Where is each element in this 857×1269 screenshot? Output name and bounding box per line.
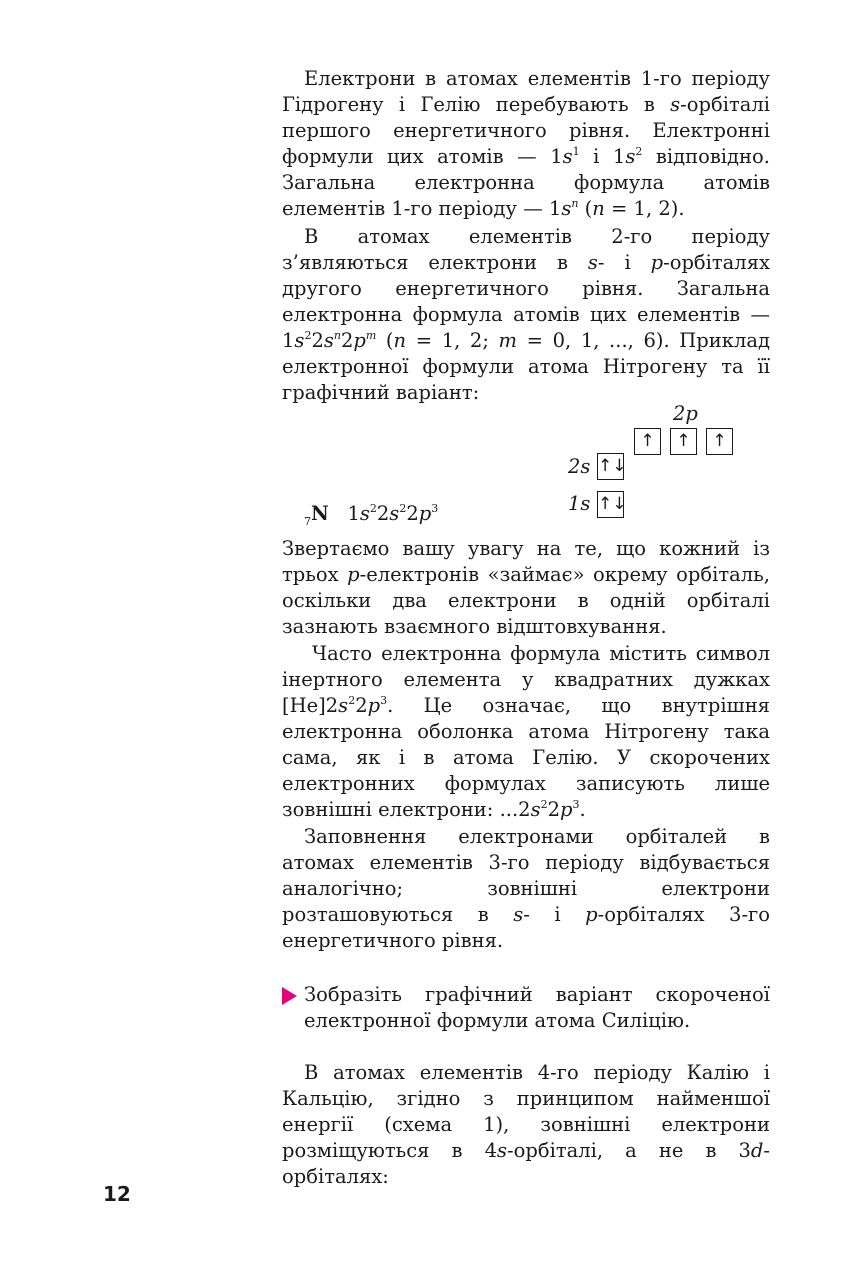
text-run: 2 <box>311 329 324 352</box>
text-run: -електронів «займає» окрему орбіталь, оскільки два електрони в одній орбіталі зазнають взаємного відштовхування. <box>282 563 770 638</box>
text-run: p <box>347 563 360 586</box>
text-run: Часто електронна формула містить символ інертного елемента у квадратних дужках [He]2 <box>282 642 770 717</box>
paragraph-period-3 <box>282 824 770 954</box>
nitrogen-formula <box>304 501 439 528</box>
text-run: 7 <box>304 514 311 528</box>
text-run: = 0, 1, ..., 6). Приклад електронної формули атома Нітрогену та її графічний варіант: <box>282 329 770 404</box>
text-run: s <box>497 1139 508 1162</box>
text-run: 3 <box>572 797 580 811</box>
text-run: s <box>562 145 573 168</box>
text-run: s <box>294 329 305 352</box>
text-run: -орбіталях другого енергетичного рівня. Загальна електронна формула атомів цих елементів — 1 <box>282 251 770 352</box>
orbital-cell-2p-2: ↑ <box>670 428 697 455</box>
text-run: В атомах елементів 4-го періоду Калію і Кальцію, згідно з принципом найменшої енергії (схема 1), зовнішні електрони розміщуються в 4 <box>282 1061 770 1162</box>
text-run: - і <box>523 903 586 926</box>
label-1s: 1s <box>568 492 591 515</box>
text-run: p <box>418 502 432 525</box>
text-run: p <box>650 251 664 274</box>
text-run: m <box>365 328 377 342</box>
orbital-cell-2s: ↑↓ <box>597 453 624 480</box>
text-run: ( <box>578 197 593 220</box>
text-run: 2 <box>635 144 643 158</box>
text-run: n <box>592 197 605 220</box>
text-run: 2 <box>340 329 354 352</box>
text-run: 2 <box>547 798 561 821</box>
text-run: n <box>571 196 579 210</box>
text-run: 2 <box>355 694 368 717</box>
text-run: N <box>311 502 329 525</box>
text-run: s <box>561 197 572 220</box>
orbital-cell-2p-3: ↑ <box>706 428 733 455</box>
task-text: Зобразіть графічний варіант скороченої електронної формули атома Силіцію. <box>304 983 770 1032</box>
text-run: s <box>513 903 524 926</box>
text-run: n <box>333 328 341 342</box>
text-run: n <box>393 329 407 352</box>
text-run: s <box>530 798 541 821</box>
text-run: 2 <box>376 502 390 525</box>
text-run: відповідно. Загальна електронна формула атомів елементів 1-го періоду — 1 <box>282 145 770 220</box>
orbital-cell-1s: ↑↓ <box>597 491 624 518</box>
label-2s: 2s <box>568 455 591 478</box>
text-run: 3 <box>380 693 388 707</box>
page-number: 12 <box>103 1182 131 1206</box>
text-run: p <box>585 903 598 926</box>
orbital-cell-2p-1: ↑ <box>634 428 661 455</box>
text-run: s <box>587 251 598 274</box>
text-run: -орбіталі першого енергетичного рівня. Електронні формули цих атомів — 1 <box>282 93 770 168</box>
text-run: Звертаємо вашу увагу на те, що кожний із трьох <box>282 537 770 586</box>
text-run: = 1, 2). <box>604 197 685 220</box>
paragraph-p-electrons <box>282 536 770 640</box>
text-run: s <box>670 93 681 116</box>
text-run: p <box>560 798 573 821</box>
text-run: 2 <box>304 328 312 342</box>
task-arrow-icon <box>282 987 297 1005</box>
text-run: 2 <box>540 797 548 811</box>
text-run: 3 <box>431 501 439 515</box>
text-run: - і <box>597 251 651 274</box>
label-2p: 2p <box>673 402 698 425</box>
text-run: і 1 <box>579 145 626 168</box>
text-run: p <box>367 694 381 717</box>
text-run: . Це означає, що внутрішня електронна оболонка атома Нітрогену така сама, як і в атома Гелію. У скорочених електронних формулах записують лише зовнішні електрони: ...2 <box>282 694 770 821</box>
paragraph-inert-core <box>282 641 770 823</box>
text-run: s <box>625 145 636 168</box>
text-run: 2 <box>348 693 356 707</box>
text-run: = 1, 2; <box>406 329 499 352</box>
text-run: -орбіталях: <box>282 1139 770 1188</box>
text-run: m <box>498 329 518 352</box>
text-run: 2 <box>399 501 407 515</box>
text-run: s <box>323 329 334 352</box>
exercise-task <box>282 982 770 1034</box>
text-run: s <box>338 694 349 717</box>
text-run: 1 <box>347 502 360 525</box>
text-run: s <box>359 502 370 525</box>
text-run: 1 <box>572 144 580 158</box>
text-run: -орбіталі, а не в 3 <box>507 1139 751 1162</box>
paragraph-period-2 <box>282 224 770 406</box>
text-run: d <box>750 1139 764 1162</box>
text-run: . <box>579 798 586 821</box>
text-run: В атомах елементів 2-го періоду з’являються електрони в <box>282 225 770 274</box>
text-run: -орбіталях 3-го енергетичного рівня. <box>282 903 770 952</box>
text-run: s <box>389 502 400 525</box>
paragraph-period-4 <box>282 1060 770 1190</box>
paragraph-period-1 <box>282 66 770 222</box>
text-run: 2 <box>406 502 419 525</box>
text-run: p <box>353 329 366 352</box>
text-run: Електрони в атомах елементів 1-го періоду Гідрогену і Гелію перебувають в <box>282 67 770 116</box>
text-run: 2 <box>369 501 377 515</box>
text-run: Заповнення електронами орбіталей в атомах елементів 3-го періоду відбувається аналогічно; зовнішні електрони розташовуються в <box>282 825 770 926</box>
text-run: ( <box>376 329 394 352</box>
